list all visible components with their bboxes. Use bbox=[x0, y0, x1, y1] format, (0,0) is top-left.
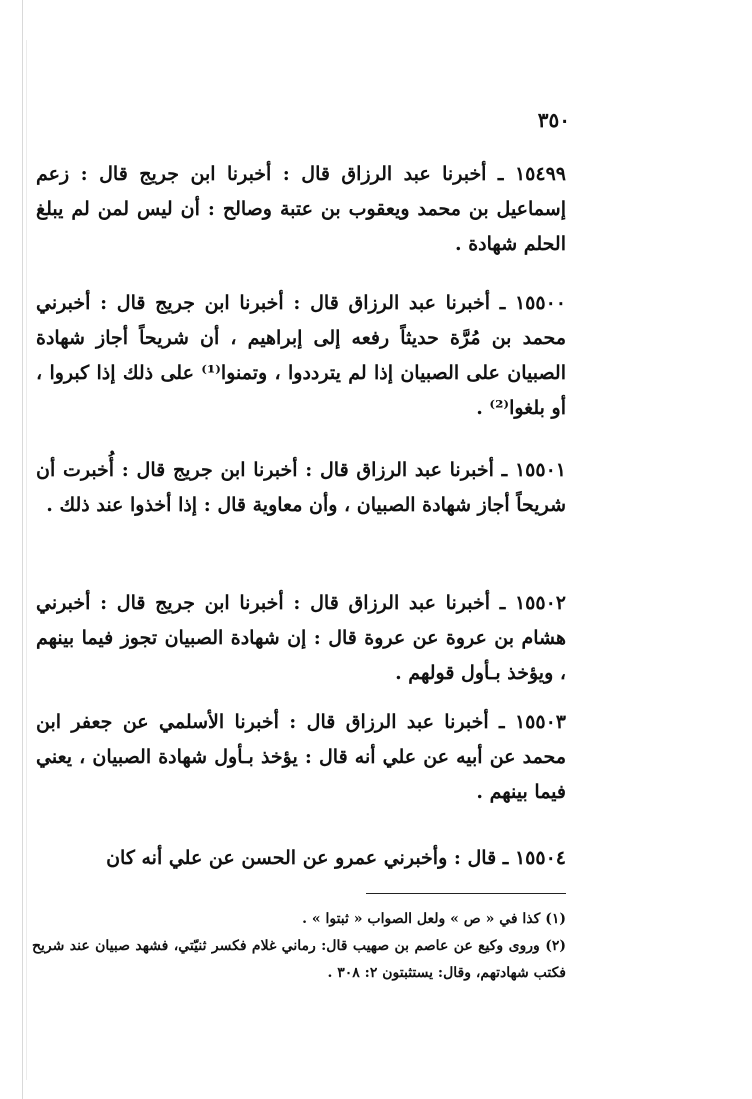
footnote-1: (١) كذا في « ص » ولعل الصواب « ثبتوا » . bbox=[302, 911, 566, 927]
scan-page-edge bbox=[22, 0, 23, 1099]
hadith-entry-15500: ١٥٥٠٠ ـ أخبرنا عبد الرزاق قال : أخبرنا ابن جريج قال : أخبرني محمد بن مُرَّة حديثاً رفعه إلى إبراهيم ، أن شريحاً أجاز شهادة الصبيان على الصبيان إذا لم يترددوا ، وتمنوا⁽¹⁾ على ذلك إذا كبروا ، أو بلغوا⁽²⁾ . bbox=[36, 292, 566, 419]
footnotes bbox=[32, 906, 566, 987]
hadith-entry-15502: ١٥٥٠٢ ـ أخبرنا عبد الرزاق قال : أخبرنا ابن جريج قال : أخبرني هشام بن عروة عن عروة قال : إن شهادة الصبيان تجوز فيما بينهم ، ويؤخذ بـأول قولهم . bbox=[36, 592, 566, 684]
footnote-separator bbox=[366, 893, 566, 894]
hadith-entry-15504: ١٥٥٠٤ ـ قال : وأخبرني عمرو عن الحسن عن علي أنه كان bbox=[106, 847, 566, 869]
hadith-entry-15499: ١٥٤٩٩ ـ أخبرنا عبد الرزاق قال : أخبرنا ابن جريج قال : زعم إسماعيل بن محمد ويعقوب بن عتبة وصالح : أن ليس لمن لم يبلغ الحلم شهادة . bbox=[36, 163, 566, 255]
page-number: ٣٥٠ bbox=[537, 108, 570, 132]
scan-page-edge-shadow bbox=[26, 40, 27, 1080]
footnote-2: (٢) وروى وكيع عن عاصم بن صهيب قال: رماني غلام فكسر ثنيّتي، فشهد صبيان عند شريح فكتب شهادتهم، وقال: يستثبتون ٢: ٣٠٨ . bbox=[32, 938, 566, 981]
hadith-entry-15501: ١٥٥٠١ ـ أخبرنا عبد الرزاق قال : أخبرنا ابن جريج قال : أُخبرت أن شريحاً أجاز شهادة الصبيان ، وأن معاوية قال : إذا أخذوا عند ذلك . bbox=[36, 459, 566, 516]
hadith-entry-15503: ١٥٥٠٣ ـ أخبرنا عبد الرزاق قال : أخبرنا الأسلمي عن جعفر ابن محمد عن أبيه عن علي أنه قال : يؤخذ بـأول شهادة الصبيان ، يعني فيما بينهم . bbox=[36, 711, 566, 803]
